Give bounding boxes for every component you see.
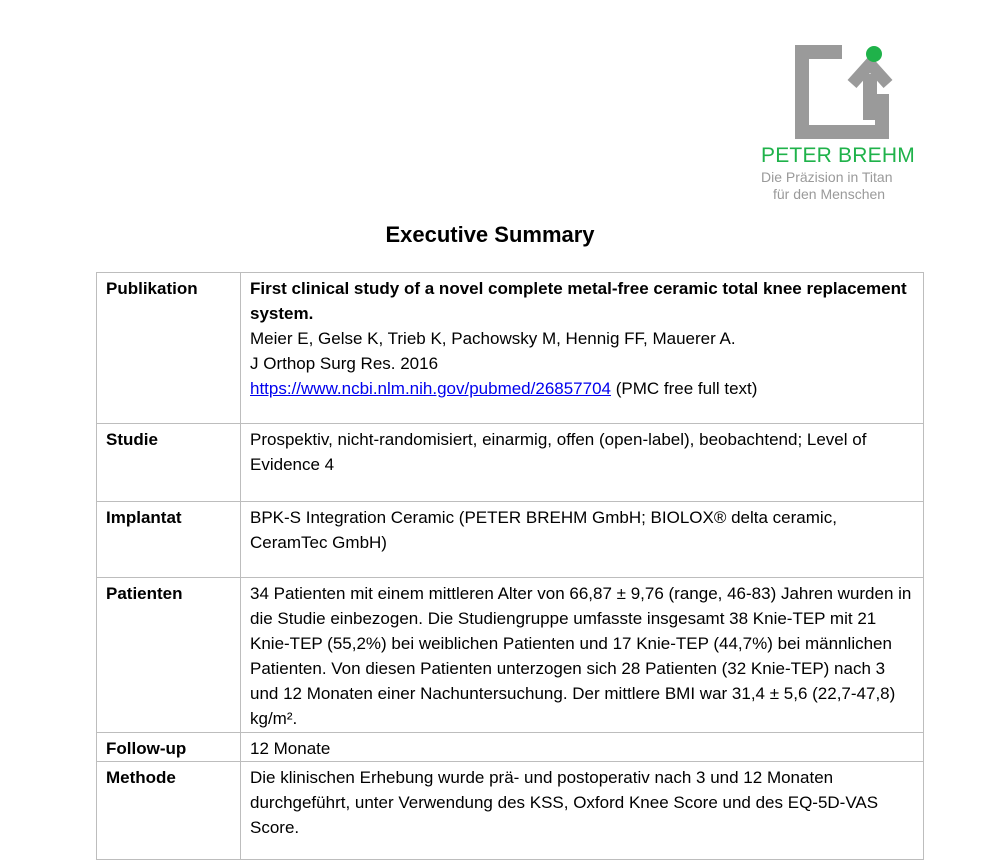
row-methode <box>97 762 924 860</box>
logo-tagline-2: für den Menschen <box>773 186 886 202</box>
publication-link-line <box>250 376 914 401</box>
logo-tagline-1: Die Präzision in Titan <box>761 169 893 185</box>
row-label-implantat: Implantat <box>97 502 241 578</box>
row-value-implantat: BPK-S Integration Ceramic (PETER BREHM GmbH; BIOLOX® delta ceramic, CeramTec GmbH) <box>241 502 924 578</box>
row-label-methode: Methode <box>97 762 241 860</box>
publication-journal: J Orthop Surg Res. 2016 <box>250 354 439 373</box>
row-value-follow-up: 12 Monate <box>241 733 924 762</box>
pubmed-link[interactable]: https://www.ncbi.nlm.nih.gov/pubmed/26857704 <box>250 379 612 398</box>
row-implantat <box>97 502 924 578</box>
summary-table <box>96 272 924 860</box>
row-studie <box>97 424 924 502</box>
page-title: Executive Summary <box>385 222 595 247</box>
logo-brand-name: PETER BREHM <box>761 144 915 167</box>
publication-title: First clinical study of a novel complete metal-free ceramic total knee replacement system. <box>250 279 907 323</box>
row-value-patienten: 34 Patienten mit einem mittleren Alter von 66,87 ± 9,76 (range, 46-83) Jahren wurden in die Studie einbezogen. Die Studiengruppe umfasste insgesamt 38 Knie-TEP mit 21 Knie-TEP (55,2%) bei weiblichen Patienten und 17 Knie-TEP (44,7%) bei männlichen Patienten. Von diesen Patienten unterzogen sich 28 Patienten (32 Knie-TEP) nach 3 und 12 Monaten einer Nachuntersuchung. Der mittlere BMI war 31,4 ± 5,6 (22,7-47,8) kg/m². <box>241 578 924 733</box>
publication-authors: Meier E, Gelse K, Trieb K, Pachowsky M, Hennig FF, Mauerer A. <box>250 329 736 348</box>
row-value-publikation <box>241 273 924 424</box>
pubmed-link-note: (PMC free full text) <box>615 379 758 398</box>
logo-mark-icon <box>792 44 902 140</box>
company-logo <box>758 44 928 209</box>
row-value-studie: Prospektiv, nicht-randomisiert, einarmig, offen (open-label), beobachtend; Level of Evidence 4 <box>241 424 924 502</box>
row-patienten <box>97 578 924 733</box>
row-label-studie: Studie <box>97 424 241 502</box>
row-label-patienten: Patienten <box>97 578 241 733</box>
row-value-methode: Die klinischen Erhebung wurde prä- und postoperativ nach 3 und 12 Monaten durchgeführt, unter Verwendung des KSS, Oxford Knee Score und des EQ-5D-VAS Score. <box>241 762 924 860</box>
row-label-publikation: Publikation <box>97 273 241 424</box>
row-publikation <box>97 273 924 424</box>
row-follow-up <box>97 733 924 762</box>
row-label-follow-up: Follow-up <box>97 733 241 762</box>
